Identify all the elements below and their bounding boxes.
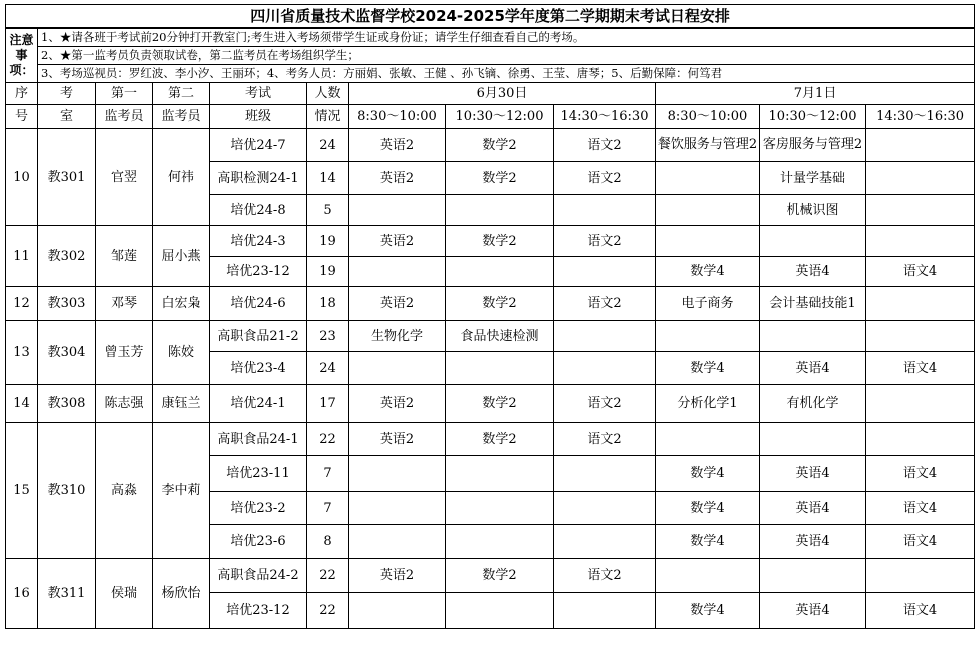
exam-subject: 数学4 (656, 352, 760, 385)
exam-subject (349, 456, 446, 492)
header-proctor2: 监考员 (153, 105, 210, 129)
header-seq: 序 (6, 83, 38, 105)
exam-subject (554, 321, 656, 352)
exam-subject (349, 352, 446, 385)
header-slot: 8:30～10:00 (349, 105, 446, 129)
exam-subject: 英语4 (760, 492, 866, 525)
student-count: 5 (307, 195, 349, 226)
class-name: 培优24-1 (210, 385, 307, 423)
exam-subject (656, 423, 760, 456)
exam-subject: 英语2 (349, 162, 446, 195)
exam-subject (866, 226, 975, 257)
student-count: 19 (307, 257, 349, 287)
header-slot: 10:30～12:00 (446, 105, 554, 129)
student-count: 24 (307, 352, 349, 385)
exam-subject: 计量学基础 (760, 162, 866, 195)
exam-subject (760, 559, 866, 593)
exam-subject: 英语2 (349, 287, 446, 321)
exam-subject (760, 226, 866, 257)
class-name: 高职食品24-2 (210, 559, 307, 593)
sheet-title: 四川省质量技术监督学校2024-2025学年度第二学期期末考试日程安排 (6, 5, 975, 29)
exam-subject: 英语4 (760, 456, 866, 492)
header-slot: 14:30～16:30 (866, 105, 975, 129)
exam-subject: 数学4 (656, 257, 760, 287)
header-slot: 8:30～10:00 (656, 105, 760, 129)
student-count: 22 (307, 559, 349, 593)
exam-subject (760, 423, 866, 456)
note-item: 2、★第一监考员负责领取试卷，第二监考员在考场组织学生； (38, 47, 975, 65)
header-row-2 (6, 105, 975, 129)
exam-subject: 英语2 (349, 226, 446, 257)
exam-subject (866, 195, 975, 226)
proctor-second: 屈小燕 (153, 226, 210, 287)
header-room: 考 (38, 83, 96, 105)
student-count: 22 (307, 593, 349, 629)
header-proctor1: 第一 (96, 83, 153, 105)
class-name: 高职食品24-1 (210, 423, 307, 456)
proctor-first: 曾玉芳 (96, 321, 153, 385)
room-seq: 11 (6, 226, 38, 287)
room-name: 教308 (38, 385, 96, 423)
exam-subject: 餐饮服务与管理2 (656, 129, 760, 162)
proctor-first: 陈志强 (96, 385, 153, 423)
proctor-second: 何祎 (153, 129, 210, 226)
exam-subject: 语文4 (866, 525, 975, 559)
exam-subject: 语文4 (866, 456, 975, 492)
student-count: 22 (307, 423, 349, 456)
exam-subject: 语文4 (866, 352, 975, 385)
exam-subject (866, 385, 975, 423)
exam-subject (554, 195, 656, 226)
exam-subject: 语文2 (554, 385, 656, 423)
note-item: 1、★请各班于考试前20分钟打开教室门;考生进入考场须带学生证或身份证；请学生仔细查看自己的考场。 (38, 28, 975, 47)
class-name: 培优23-2 (210, 492, 307, 525)
exam-subject: 数学2 (446, 162, 554, 195)
student-count: 23 (307, 321, 349, 352)
room-seq: 15 (6, 423, 38, 559)
title-row (6, 5, 975, 29)
exam-schedule-table (5, 4, 975, 629)
exam-subject (446, 593, 554, 629)
exam-subject (446, 257, 554, 287)
exam-subject (446, 492, 554, 525)
exam-subject: 分析化学1 (656, 385, 760, 423)
exam-subject: 数学4 (656, 456, 760, 492)
proctor-second: 陈姣 (153, 321, 210, 385)
room-name: 教304 (38, 321, 96, 385)
exam-subject: 语文4 (866, 492, 975, 525)
header-slot: 14:30～16:30 (554, 105, 656, 129)
class-name: 培优24-3 (210, 226, 307, 257)
exam-subject: 数学4 (656, 525, 760, 559)
table-row (6, 129, 975, 162)
exam-subject: 英语2 (349, 423, 446, 456)
exam-subject: 食品快速检测 (446, 321, 554, 352)
class-name: 高职食品21-2 (210, 321, 307, 352)
student-count: 24 (307, 129, 349, 162)
exam-subject (760, 321, 866, 352)
exam-subject (866, 162, 975, 195)
exam-subject (866, 287, 975, 321)
exam-subject (446, 525, 554, 559)
proctor-second: 杨欣怡 (153, 559, 210, 629)
header-seq: 号 (6, 105, 38, 129)
class-name: 培优23-12 (210, 257, 307, 287)
class-name: 高职检测24-1 (210, 162, 307, 195)
header-slot: 10:30～12:00 (760, 105, 866, 129)
exam-subject (866, 559, 975, 593)
exam-subject (554, 492, 656, 525)
exam-subject (554, 257, 656, 287)
exam-schedule-sheet (5, 4, 974, 657)
header-day1: 6月30日 (349, 83, 656, 105)
exam-subject (554, 593, 656, 629)
exam-subject: 电子商务 (656, 287, 760, 321)
header-room: 室 (38, 105, 96, 129)
table-row (6, 385, 975, 423)
exam-subject (656, 321, 760, 352)
exam-subject: 英语2 (349, 129, 446, 162)
exam-subject: 数学4 (656, 593, 760, 629)
exam-subject: 语文2 (554, 129, 656, 162)
class-name: 培优24-6 (210, 287, 307, 321)
exam-subject: 机械识图 (760, 195, 866, 226)
room-seq: 13 (6, 321, 38, 385)
exam-subject: 英语4 (760, 525, 866, 559)
proctor-first: 侯瑞 (96, 559, 153, 629)
exam-subject (866, 321, 975, 352)
student-count: 19 (307, 226, 349, 257)
header-proctor2: 第二 (153, 83, 210, 105)
table-row (6, 226, 975, 257)
exam-subject (656, 559, 760, 593)
room-name: 教310 (38, 423, 96, 559)
room-seq: 16 (6, 559, 38, 629)
header-proctor1: 监考员 (96, 105, 153, 129)
exam-subject: 英语4 (760, 257, 866, 287)
exam-subject (656, 226, 760, 257)
notes-label: 注意事项： (6, 28, 38, 83)
class-name: 培优24-8 (210, 195, 307, 226)
exam-subject: 数学2 (446, 129, 554, 162)
exam-subject: 客房服务与管理2 (760, 129, 866, 162)
exam-subject: 语文4 (866, 593, 975, 629)
header-day2: 7月1日 (656, 83, 975, 105)
note-row (6, 47, 975, 65)
note-row (6, 65, 975, 83)
header-class: 班级 (210, 105, 307, 129)
exam-subject: 会计基础技能1 (760, 287, 866, 321)
exam-subject (866, 129, 975, 162)
student-count: 7 (307, 456, 349, 492)
table-row (6, 559, 975, 593)
header-count: 情况 (307, 105, 349, 129)
student-count: 18 (307, 287, 349, 321)
exam-subject (656, 162, 760, 195)
exam-subject: 数学4 (656, 492, 760, 525)
exam-subject: 英语4 (760, 352, 866, 385)
exam-subject: 语文2 (554, 226, 656, 257)
note-item: 3、考场巡视员：罗红波、李小汐、王丽环；4、考务人员：方丽娟、张敏、王健 、孙飞镝、徐勇、王莹、唐琴；5、后勤保障：何笃君 (38, 65, 975, 83)
student-count: 17 (307, 385, 349, 423)
exam-subject (349, 195, 446, 226)
room-seq: 10 (6, 129, 38, 226)
table-row (6, 321, 975, 352)
exam-subject (446, 195, 554, 226)
proctor-first: 高淼 (96, 423, 153, 559)
exam-subject: 英语4 (760, 593, 866, 629)
header-count: 人数 (307, 83, 349, 105)
exam-subject (349, 525, 446, 559)
exam-subject: 有机化学 (760, 385, 866, 423)
exam-subject (446, 456, 554, 492)
table-row (6, 287, 975, 321)
room-name: 教303 (38, 287, 96, 321)
exam-subject (554, 525, 656, 559)
table-row (6, 423, 975, 456)
header-class: 考试 (210, 83, 307, 105)
exam-subject: 英语2 (349, 385, 446, 423)
exam-subject (446, 352, 554, 385)
exam-subject: 数学2 (446, 423, 554, 456)
proctor-second: 李中莉 (153, 423, 210, 559)
exam-subject: 语文2 (554, 162, 656, 195)
class-name: 培优23-6 (210, 525, 307, 559)
exam-subject (554, 456, 656, 492)
exam-subject (554, 352, 656, 385)
note-row (6, 28, 975, 47)
proctor-first: 邹莲 (96, 226, 153, 287)
room-name: 教301 (38, 129, 96, 226)
class-name: 培优24-7 (210, 129, 307, 162)
class-name: 培优23-4 (210, 352, 307, 385)
student-count: 14 (307, 162, 349, 195)
exam-subject: 语文2 (554, 423, 656, 456)
room-name: 教311 (38, 559, 96, 629)
proctor-first: 官翌 (96, 129, 153, 226)
room-name: 教302 (38, 226, 96, 287)
header-row-1 (6, 83, 975, 105)
exam-subject: 数学2 (446, 559, 554, 593)
student-count: 8 (307, 525, 349, 559)
student-count: 7 (307, 492, 349, 525)
exam-subject (349, 257, 446, 287)
exam-subject: 数学2 (446, 226, 554, 257)
exam-subject: 语文4 (866, 257, 975, 287)
room-seq: 14 (6, 385, 38, 423)
exam-subject: 语文2 (554, 559, 656, 593)
exam-subject (866, 423, 975, 456)
exam-subject: 语文2 (554, 287, 656, 321)
proctor-second: 康钰兰 (153, 385, 210, 423)
exam-subject: 生物化学 (349, 321, 446, 352)
exam-subject (349, 593, 446, 629)
exam-subject: 数学2 (446, 385, 554, 423)
proctor-second: 白宏枭 (153, 287, 210, 321)
room-seq: 12 (6, 287, 38, 321)
exam-subject (349, 492, 446, 525)
exam-subject: 英语2 (349, 559, 446, 593)
class-name: 培优23-12 (210, 593, 307, 629)
proctor-first: 邓琴 (96, 287, 153, 321)
exam-subject: 数学2 (446, 287, 554, 321)
exam-subject (656, 195, 760, 226)
class-name: 培优23-11 (210, 456, 307, 492)
